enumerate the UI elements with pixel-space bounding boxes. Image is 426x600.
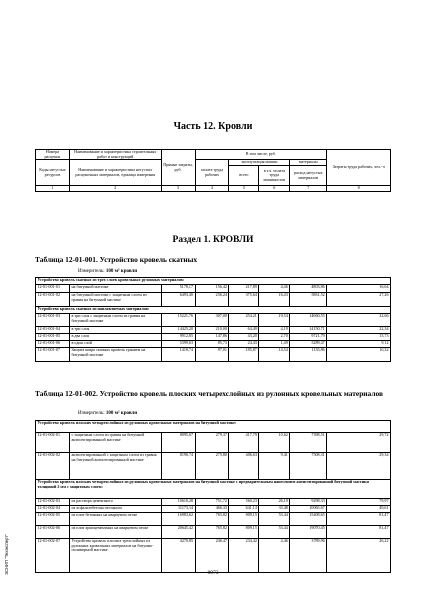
row-mach: 254,21 [229,314,259,327]
row-direct: 6493,40 [161,293,195,307]
header-col-number: 2 [69,186,161,192]
row-mach: 43,20 [229,334,259,341]
header-incl: В том числе, руб. [195,150,327,160]
row-mat: 14150,71 [290,327,327,334]
row-wages: 275,80 [195,453,229,480]
row-wages: 246,47 [195,539,229,573]
row-direct: 20645,42 [161,526,195,539]
row-mach-w: 4,19 [259,327,290,334]
row-mach-w: 10,62 [259,433,290,453]
header-col-number: 3 [161,186,195,192]
row-mat: 7508,31 [290,453,327,480]
page-number: 8973 [207,570,219,576]
row-code: 12-01-002-07 [36,539,70,573]
column-header-table [35,149,391,192]
row-mach: 24,43 [229,341,259,348]
header-name-bottom: Наименование и характеристика негустых расценочных материалов, единица измерения [69,160,161,186]
table-row [36,327,391,334]
row-mach-w: 1,49 [259,341,290,348]
header-col-number: 6 [259,186,290,192]
row-wages: 307,00 [195,314,229,327]
header-col-number: 7 [290,186,327,192]
row-labor: 29,34 [327,453,391,480]
row-mach-w: 53,44 [259,513,290,526]
row-code: 12-01-001-07 [36,348,70,362]
row-mach: 64,49 [229,327,259,334]
row-labor: 32,66 [327,314,391,327]
row-mach-w: 9,41 [259,453,290,480]
row-name: из плит армоцементных на кварцевом песке [69,526,161,539]
row-wages: 751,72 [195,499,229,506]
row-direct: 5399,63 [161,341,195,348]
header-wages: оплата труда рабочих [195,160,229,186]
section-title: Раздел 1. КРОВЛИ [172,235,254,245]
row-code: 12-01-001-02 [36,293,70,307]
row-mat: 14660,55 [290,314,327,327]
row-name: из асфальтобетона песчаного [69,506,161,513]
row-direct: 8095,67 [161,433,195,453]
header-materials-cons: расход негустых материалов [290,166,327,186]
row-name: на битумной мастике [69,285,161,293]
table2-title: Таблица 12-01-002. Устройство кровель плоских четырехслойных из рулонных кровельных материалов [35,389,383,398]
row-direct: 4270,85 [161,539,195,573]
row-mach-w: 4,46 [259,285,290,293]
row-code: 12-01-002-02 [36,453,70,480]
row-mat: 5289,47 [290,341,327,348]
table-row [36,513,391,526]
row-mach-w: 4,46 [259,539,290,573]
table2-meter [78,411,137,416]
row-wages: 279,37 [195,433,229,453]
side-note: ЭСНИП "Техэксперт" [4,534,9,575]
row-labor: 79,97 [327,499,391,506]
row-labor: 29,72 [327,433,391,453]
row-name: в два слоя [69,334,161,341]
row-mach-w: 16,43 [259,293,290,307]
table1-group2-title: Устройство кровель скатных из наплавляемых материалов: [36,307,391,314]
table2-meter-label: Измеритель: [78,411,105,416]
table-row [36,285,391,293]
row-labor: 81,47 [327,526,391,539]
row-mach: 185,87 [229,348,259,362]
row-mach-w: 33,48 [259,506,290,513]
row-labor: 81,47 [327,513,391,526]
header-direct: Прямые затраты, руб. [161,150,195,186]
row-labor: 49,61 [327,506,391,513]
row-name: в три слоя с защитным слоем из гравия на битумной мастике [69,314,161,327]
table-row [36,539,391,573]
row-mach-w: 19,54 [259,314,290,327]
row-direct: 15221,76 [161,314,195,327]
row-mach-w: 2,70 [259,334,290,341]
table-row [36,433,391,453]
row-labor: 10,32 [327,348,391,362]
table1-body [35,277,391,362]
row-code: 12-01-002-01 [36,433,70,453]
row-mat: 5861,52 [290,293,327,307]
table1-meter-label: Измеритель: [78,269,105,274]
row-wages: 210,00 [195,327,229,334]
row-direct: 16983,62 [161,513,195,526]
row-labor: 26,22 [327,539,391,573]
row-direct: 9912,85 [161,334,195,341]
row-name: из плит бетонных на кварцевом песке [69,513,161,526]
row-labor: 16,64 [327,285,391,293]
row-code: 12-01-001-06 [36,341,70,348]
row-code: 12-01-001-01 [36,285,70,293]
row-mat: 9298,33 [290,499,327,506]
header-labor: Затраты труда рабочих, чел.-ч [327,150,391,186]
table1-meter-value: 100 м² кровли [105,269,138,274]
table-row [36,506,391,513]
header-machines-wages: в т.ч. оплата труда машинистов [259,166,290,186]
row-mach: 217,89 [229,285,259,293]
row-wages: 156,42 [195,285,229,293]
row-code: 12-01-002-03 [36,499,70,506]
row-code: 12-01-002-06 [36,526,70,539]
row-name: из раствора цементного [69,499,161,506]
row-mach-w: 14,54 [259,348,290,362]
header-machines-total: всего [229,166,259,186]
row-mach-w: 26,19 [259,499,290,506]
row-name: с защитным слоем из гравия на битумной антисептированной мастике [69,433,161,453]
row-mach: 641,14 [229,506,259,513]
header-col-number: 1 [36,186,70,192]
row-name: в три слоя [69,327,161,334]
row-code: 12-01-001-04 [36,327,70,334]
table-row [36,293,391,307]
row-mach: 560,23 [229,499,259,506]
table-row [36,499,391,506]
row-mach: 406,63 [229,453,259,480]
row-wages: 765,82 [195,526,229,539]
table1-group1-title: Устройство кровель скатных из трех слоев кровельных рулонных материалов: [36,278,391,285]
row-direct: 14425,20 [161,327,195,334]
row-direct: 11173,14 [161,506,195,513]
table-row [36,314,391,327]
row-labor: 27,26 [327,293,391,307]
table-row [36,341,391,348]
table2-group2-title: Устройство кровель плоских четырехслойных из рулонных кровельных материалов на битумной мастике с предварительным нанесением антисептированной битумной мастики толщиной 2 мм с защитным слоем: [36,480,391,499]
row-direct: 1418,74 [161,348,195,362]
row-name: Защита ковра скатных кровель гранием на битумной мастике [69,348,161,362]
header-col-number: 5 [229,186,259,192]
row-mat: 1135,86 [290,348,327,362]
row-wages: 147,86 [195,334,229,341]
table2-body [35,420,391,573]
row-mach: 234,42 [229,539,259,573]
row-mat: 10065,67 [290,506,327,513]
row-wages: 97,01 [195,348,229,362]
header-materials: материалы [290,160,327,166]
header-norm-bottom: Коды негустых ресурсов [36,160,70,186]
row-mach: 375,64 [229,293,259,307]
row-code: 12-01-001-05 [36,334,70,341]
row-mat: 19070,45 [290,526,327,539]
row-mach: 809,15 [229,513,259,526]
row-mat: 3789,96 [290,539,327,573]
row-wages: 85,73 [195,341,229,348]
table-row [36,348,391,362]
row-code: 12-01-001-03 [36,314,70,327]
row-wages: 466,33 [195,506,229,513]
row-mat: 9721,79 [290,334,327,341]
row-mat: 7398,51 [290,433,327,453]
header-col-number: 4 [195,186,229,192]
row-name: Устройство кровель плоских трехслойных из рулонных кровельных материалов на битумно-полимерной мастике [69,539,161,573]
header-col-number: 8 [327,186,391,192]
table2-group1-title: Устройство кровель плоских четырехслойных из рулонных кровельных материалов на битумной мастике: [36,421,391,433]
part-title: Часть 12. Кровли [173,121,253,132]
table-row [36,334,391,341]
row-name: антисептированной с защитным слоем из гравия на битумной антисептированной мастике [69,453,161,480]
row-code: 12-01-002-04 [36,506,70,513]
row-wages: 765,82 [195,513,229,526]
table1-title: Таблица 12-01-001. Устройство кровель скатных [35,255,198,264]
row-mach: 417,79 [229,433,259,453]
table-row [36,453,391,480]
table-row [36,526,391,539]
table2-meter-value: 100 м² кровли [105,411,138,416]
row-labor: 22,34 [327,327,391,334]
row-direct: 8190,74 [161,453,195,480]
row-mach: 809,15 [229,526,259,539]
header-name-top: Наименование и характеристика строительных работ и конструкций [69,150,161,160]
row-code: 12-01-002-05 [36,513,70,526]
row-direct: 10610,28 [161,499,195,506]
row-wages: 256,24 [195,293,229,307]
row-labor: 15,73 [327,334,391,341]
row-mat: 15408,65 [290,513,327,526]
row-direct: 5178,17 [161,285,195,293]
row-labor: 9,12 [327,341,391,348]
table1-meter [78,269,137,274]
header-machines: эксплуатация машин [229,160,290,166]
row-mach-w: 53,44 [259,526,290,539]
row-name: на битумной мастике с защитным слоем из гравия на битумной мастике [69,293,161,307]
row-name: в один слой [69,341,161,348]
row-mat: 4803,86 [290,285,327,293]
header-norm-top: Номера расценок [36,150,70,160]
